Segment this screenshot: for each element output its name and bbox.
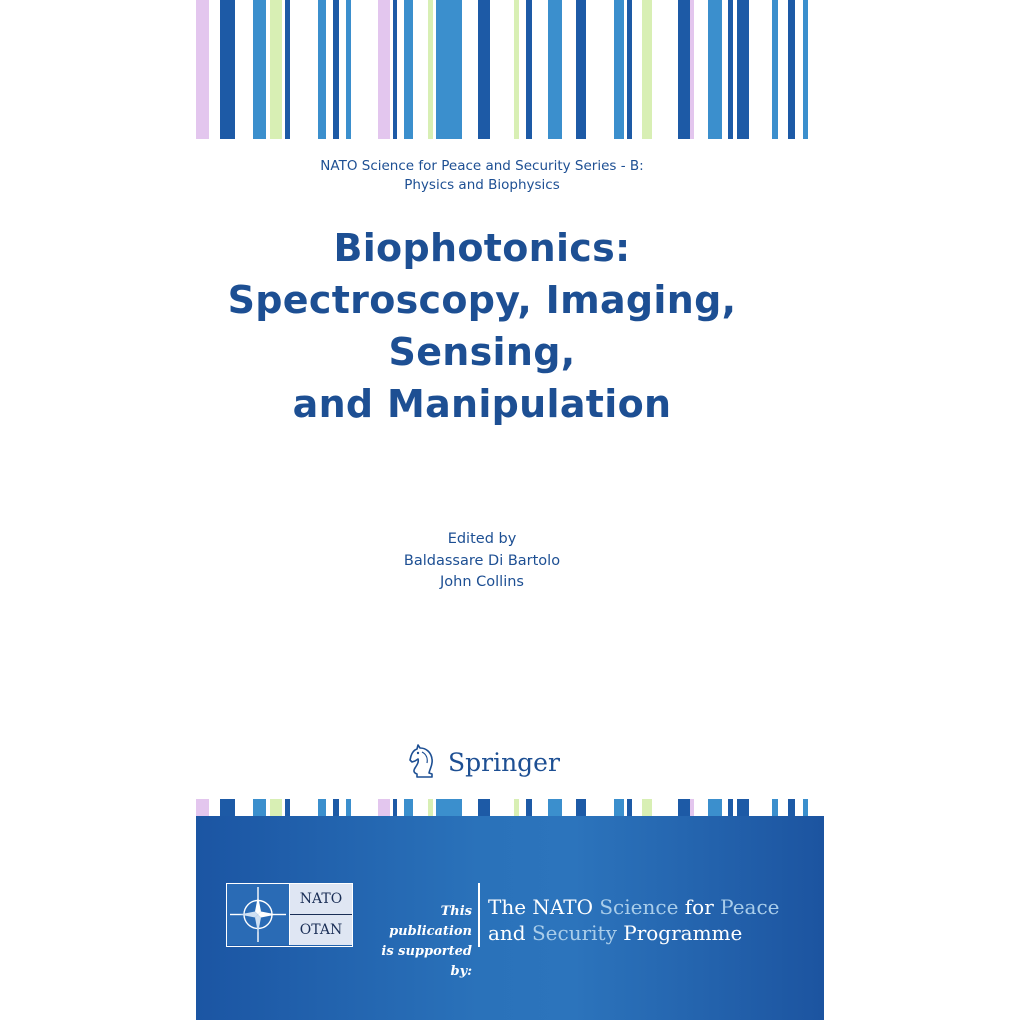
editors-block [196, 529, 768, 594]
title-line-2: Spectroscopy, Imaging, [227, 278, 737, 322]
nato-compass-star-icon [227, 884, 289, 945]
editor-name: Baldassare Di Bartolo [403, 552, 561, 569]
programme-text: The NATO [488, 895, 600, 919]
support-line-1: This publication [389, 904, 472, 939]
knight-chess-piece-icon [408, 744, 438, 780]
edited-by-label: Edited by [447, 531, 517, 547]
series-line-1: NATO Science for Peace and Security Series - B: [320, 158, 644, 174]
nato-otan-logo [226, 883, 353, 947]
support-statement [366, 902, 472, 982]
series-title [196, 157, 768, 195]
nato-otan-wordmark [289, 884, 352, 945]
vertical-divider [478, 883, 480, 947]
otan-word: OTAN [290, 915, 352, 945]
support-line-2: is supported by: [381, 944, 472, 979]
programme-text: and [488, 921, 532, 945]
nato-programme-band [196, 816, 824, 1020]
editor-name: John Collins [440, 574, 524, 590]
publisher-logo [408, 742, 560, 782]
programme-text: Programme [616, 921, 743, 945]
series-line-2: Physics and Biophysics [404, 177, 560, 193]
title-line-4: and Manipulation [292, 382, 672, 426]
programme-text: for [678, 895, 721, 919]
programme-highlight-peace: Peace [720, 895, 780, 919]
nato-word: NATO [290, 884, 352, 915]
programme-highlight-security: Security [531, 921, 617, 945]
programme-line-2 [488, 920, 780, 946]
publisher-name: Springer [448, 747, 560, 777]
book-cover [196, 0, 824, 1020]
programme-name [488, 894, 780, 946]
title-line-1: Biophotonics: [333, 226, 631, 270]
book-title [196, 222, 768, 430]
programme-highlight-science: Science [599, 895, 679, 919]
bottom-stripe-pattern [196, 799, 824, 816]
programme-line-1 [488, 894, 780, 920]
title-line-3: Sensing, [388, 330, 576, 374]
top-stripe-pattern [196, 0, 824, 139]
